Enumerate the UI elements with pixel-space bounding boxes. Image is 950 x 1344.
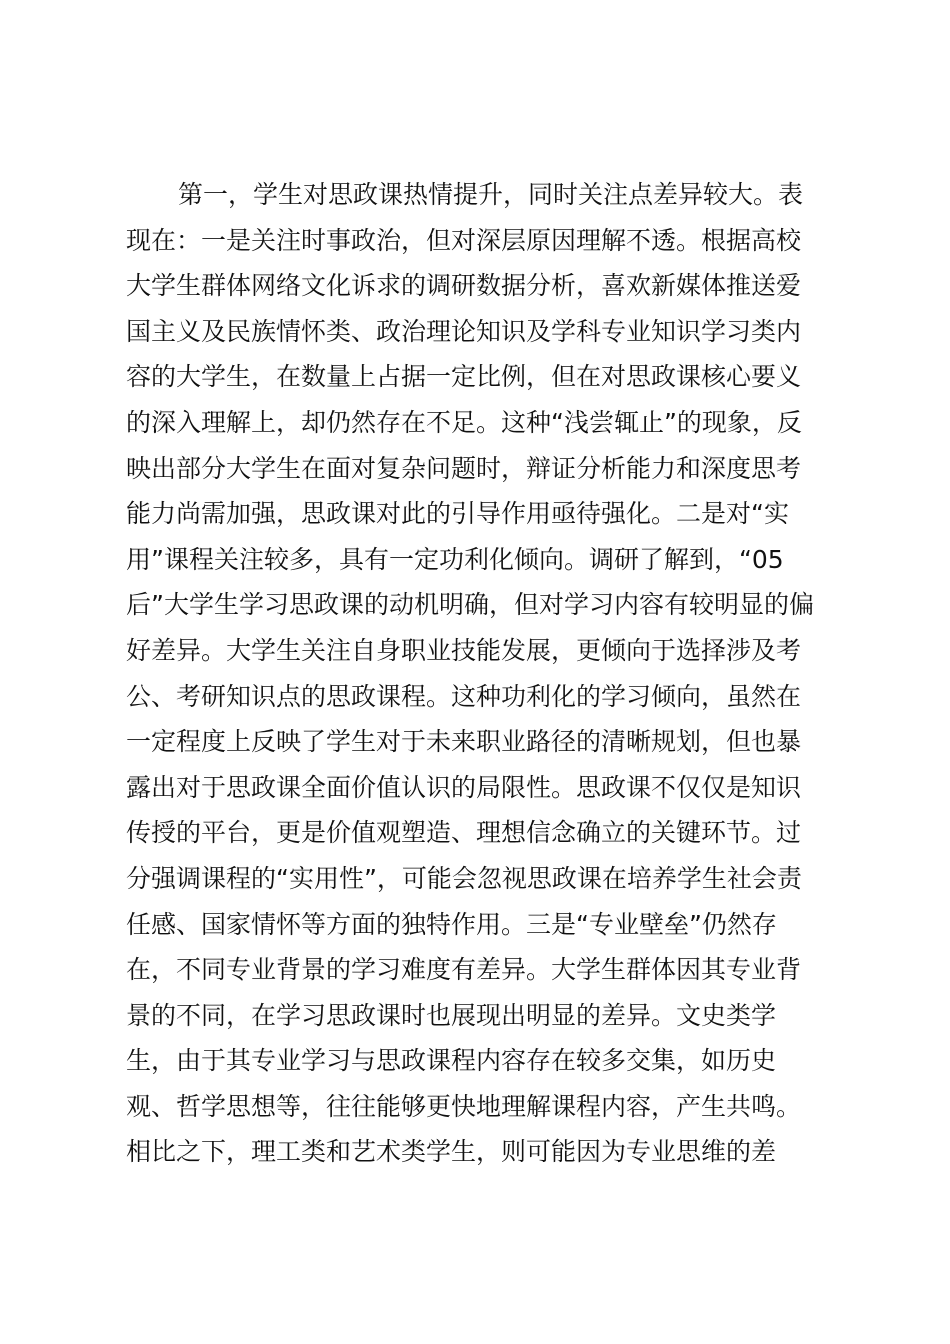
paragraph-line: 的深入理解上，却仍然存在不足。这种“浅尝辄止”的现象，反 [126, 407, 802, 437]
paragraph-line: 露出对于思政课全面价值认识的局限性。思政课不仅仅是知识 [126, 772, 802, 802]
paragraph-line: 后”大学生学习思政课的动机明确，但对学习内容有较明显的偏 [126, 590, 814, 620]
paragraph-line: 能力尚需加强，思政课对此的引导作用亟待强化。二是对“实 [126, 499, 789, 529]
paragraph-line: 生，由于其专业学习与思政课程内容存在较多交集，如历史 [126, 1046, 777, 1076]
paragraph-line: 容的大学生，在数量上占据一定比例，但在对思政课核心要义 [126, 362, 802, 392]
body-paragraph [126, 172, 846, 1175]
paragraph-line: 相比之下，理工类和艺术类学生，则可能因为专业思维的差 [126, 1137, 777, 1167]
paragraph-line: 一定程度上反映了学生对于未来职业路径的清晰规划，但也暴 [126, 727, 802, 757]
paragraph-line: 现在：一是关注时事政治，但对深层原因理解不透。根据高校 [126, 225, 802, 255]
paragraph-line: 第一，学生对思政课热情提升，同时关注点差异较大。表 [178, 180, 804, 209]
paragraph-line: 观、哲学思想等，往往能够更快地理解课程内容，产生共鸣。 [126, 1091, 802, 1121]
paragraph-line: 景的不同，在学习思政课时也展现出明显的差异。文史类学 [126, 1000, 777, 1030]
paragraph-line: 好差异。大学生关注自身职业技能发展，更倾向于选择涉及考 [126, 635, 802, 665]
paragraph-line: 传授的平台，更是价值观塑造、理想信念确立的关键环节。过 [126, 818, 802, 848]
paragraph-line: 分强调课程的“实用性”，可能会忽视思政课在培养学生社会责 [126, 863, 802, 893]
paragraph-line: 在，不同专业背景的学习难度有差异。大学生群体因其专业背 [126, 955, 802, 985]
paragraph-line: 映出部分大学生在面对复杂问题时，辩证分析能力和深度思考 [126, 453, 802, 483]
paragraph-line: 国主义及民族情怀类、政治理论知识及学科专业知识学习类内 [126, 316, 802, 346]
paragraph-line: 大学生群体网络文化诉求的调研数据分析，喜欢新媒体推送爱 [126, 271, 802, 301]
paragraph-line: 公、考研知识点的思政课程。这种功利化的学习倾向，虽然在 [126, 681, 802, 711]
paragraph-line: 用”课程关注较多，具有一定功利化倾向。调研了解到，“05 [126, 544, 784, 574]
paragraph-line: 任感、国家情怀等方面的独特作用。三是“专业壁垒”仍然存 [126, 909, 777, 939]
